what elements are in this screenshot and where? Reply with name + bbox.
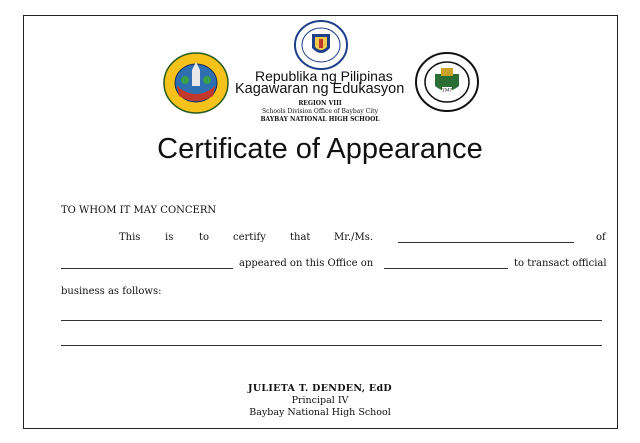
name-blank-line[interactable] bbox=[398, 242, 574, 243]
header-region: REGION VIII bbox=[298, 100, 342, 107]
purpose-blank-line-2[interactable] bbox=[61, 345, 602, 346]
header-republic: Republika ng Pilipinas bbox=[255, 68, 393, 84]
header-school: BAYBAY NATIONAL HIGH SCHOOL bbox=[260, 116, 380, 123]
seal-year: 1947 bbox=[441, 87, 453, 93]
page-title: Certificate of Appearance bbox=[157, 133, 483, 165]
body-word-mr-ms: Mr./Ms. bbox=[334, 232, 374, 243]
header-division-office: Schools Division Office of Baybay City bbox=[262, 108, 378, 115]
body-word-of: of bbox=[596, 232, 606, 243]
purpose-blank-line-1[interactable] bbox=[61, 320, 602, 321]
body-word-is: is bbox=[165, 232, 174, 243]
body-appeared-text: appeared on this Office on bbox=[239, 258, 374, 269]
body-word-certify: certify bbox=[233, 232, 266, 243]
body-word-that: that bbox=[290, 232, 311, 243]
address-blank-line[interactable] bbox=[61, 268, 233, 269]
body-transact-text: to transact official bbox=[514, 258, 607, 269]
header-department: Kagawaran ng Edukasyon bbox=[235, 81, 405, 97]
signatory-position: Principal IV bbox=[291, 395, 349, 406]
body-word-to: to bbox=[199, 232, 210, 243]
signatory-school: Baybay National High School bbox=[249, 407, 391, 418]
deped-seal-icon bbox=[294, 20, 348, 70]
signatory-name: JULIETA T. DENDEN, EdD bbox=[248, 383, 392, 394]
date-blank-line[interactable] bbox=[384, 268, 508, 269]
body-word-this: This bbox=[119, 232, 141, 243]
salutation: TO WHOM IT MAY CONCERN bbox=[61, 205, 217, 216]
body-business-text: business as follows: bbox=[61, 286, 162, 297]
